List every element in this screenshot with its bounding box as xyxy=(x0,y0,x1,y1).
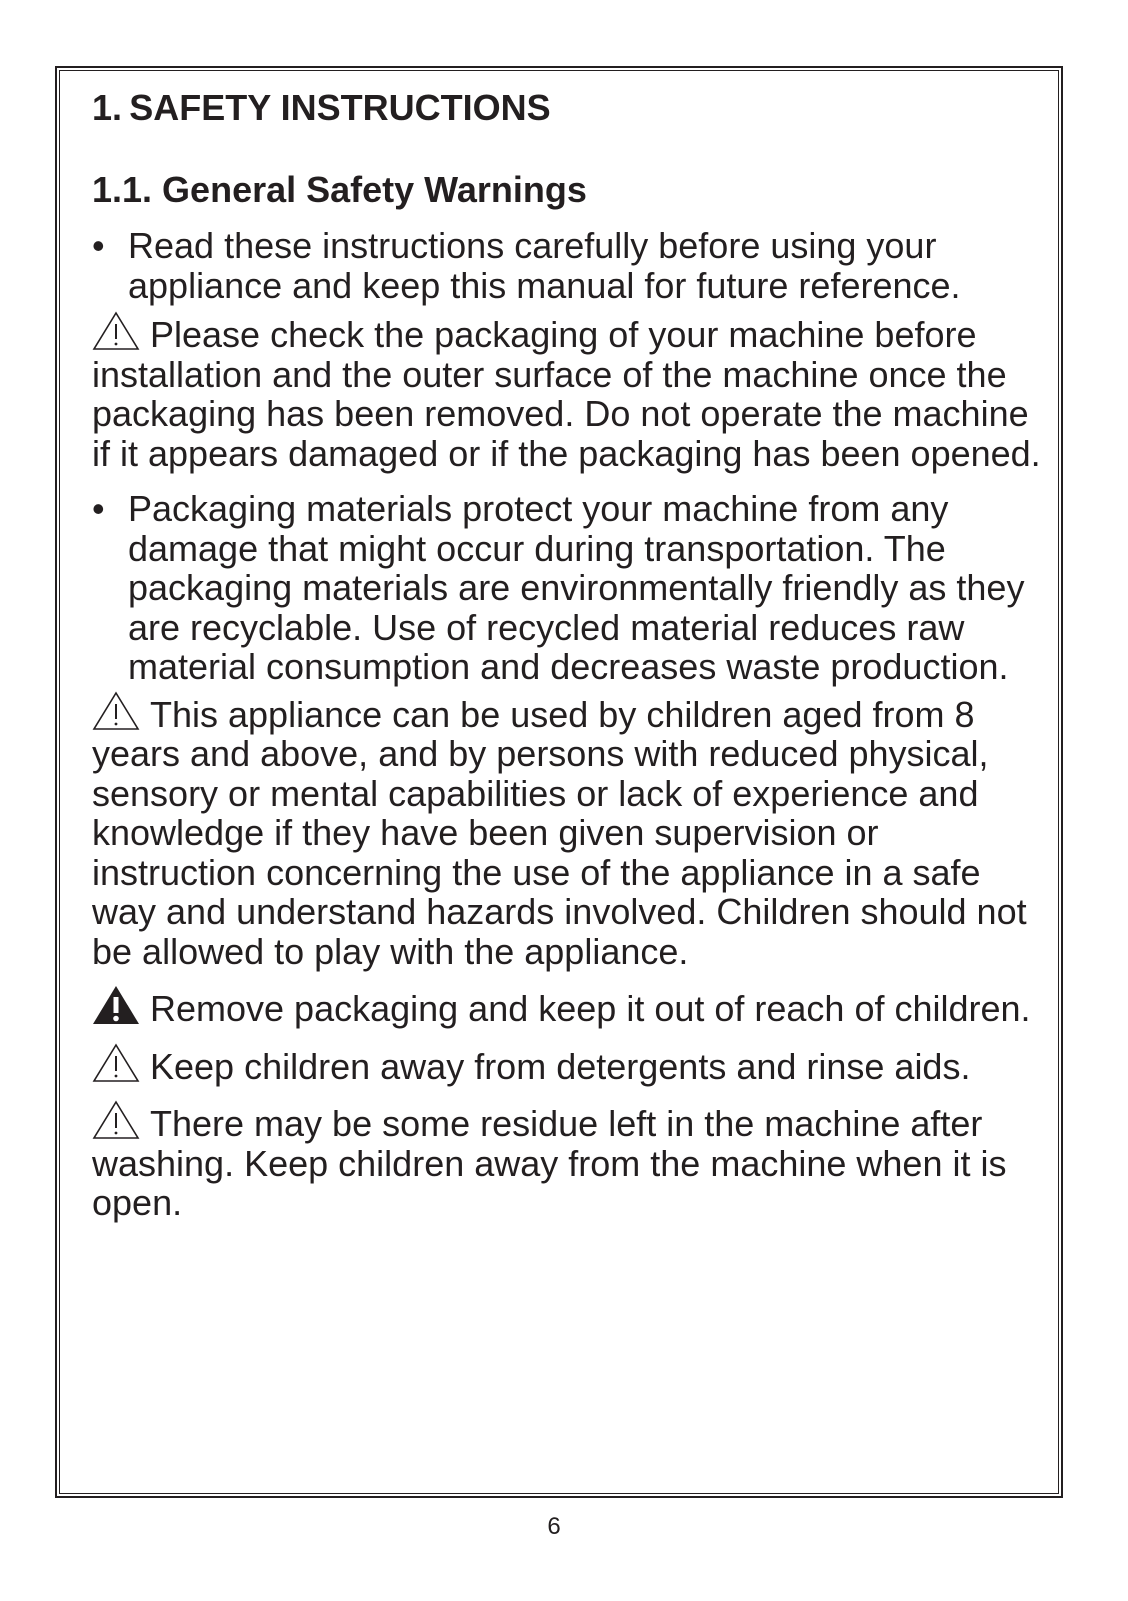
page-number: 6 xyxy=(547,1513,561,1540)
warning-item-residue xyxy=(92,1100,1042,1223)
item-text: Keep children away from detergents and rinse aids. xyxy=(150,1045,971,1087)
bullet-item-read-instructions xyxy=(92,226,1042,305)
item-text: This appliance can be used by children aged from 8 years and above, and by persons with reduced physical, sensory or mental capabilities or lack of experience and knowledge if they have been given supervision or instruction concerning the use of the appliance in a safe way and understand hazards involved. Children should not be allowed to play with the appliance. xyxy=(92,693,1027,972)
bullet-item-packaging-materials xyxy=(92,489,1042,687)
item-text: Packaging materials protect your machine from any damage that might occur during transportation. The packaging materials are environmentally friendly as they are recyclable. Use of recycled material reduces raw material consumption and decreases waste production. xyxy=(128,488,1025,687)
warning-outline-icon xyxy=(92,1043,140,1083)
item-text: Read these instructions carefully before using your appliance and keep this manual for future reference. xyxy=(128,225,961,306)
page-content xyxy=(92,86,1042,1223)
warning-filled-icon xyxy=(92,985,140,1025)
item-text: Remove packaging and keep it out of reach of children. xyxy=(150,988,1031,1029)
item-text: There may be some residue left in the machine after washing. Keep children away from the machine when it is open. xyxy=(92,1103,1007,1223)
section-title: 1. SAFETY INSTRUCTIONS xyxy=(92,87,551,128)
item-text: Please check the packaging of your machine before installation and the outer surface of the machine once the packaging has been removed. Do not operate the machine if it appears damaged or if the packaging has been opened. xyxy=(92,314,1041,474)
warning-item-check-packaging xyxy=(92,311,1042,473)
section-subtitle: 1.1. General Safety Warnings xyxy=(92,169,587,210)
warning-item-children-usage xyxy=(92,691,1042,972)
warning-item-remove-packaging xyxy=(92,985,1042,1029)
warning-outline-icon xyxy=(92,311,140,351)
bullet-dot: • xyxy=(92,225,105,266)
bullet-dot: • xyxy=(92,488,105,529)
warning-outline-icon xyxy=(92,691,140,731)
warning-outline-icon xyxy=(92,1100,140,1140)
warning-item-detergents xyxy=(92,1043,1042,1087)
